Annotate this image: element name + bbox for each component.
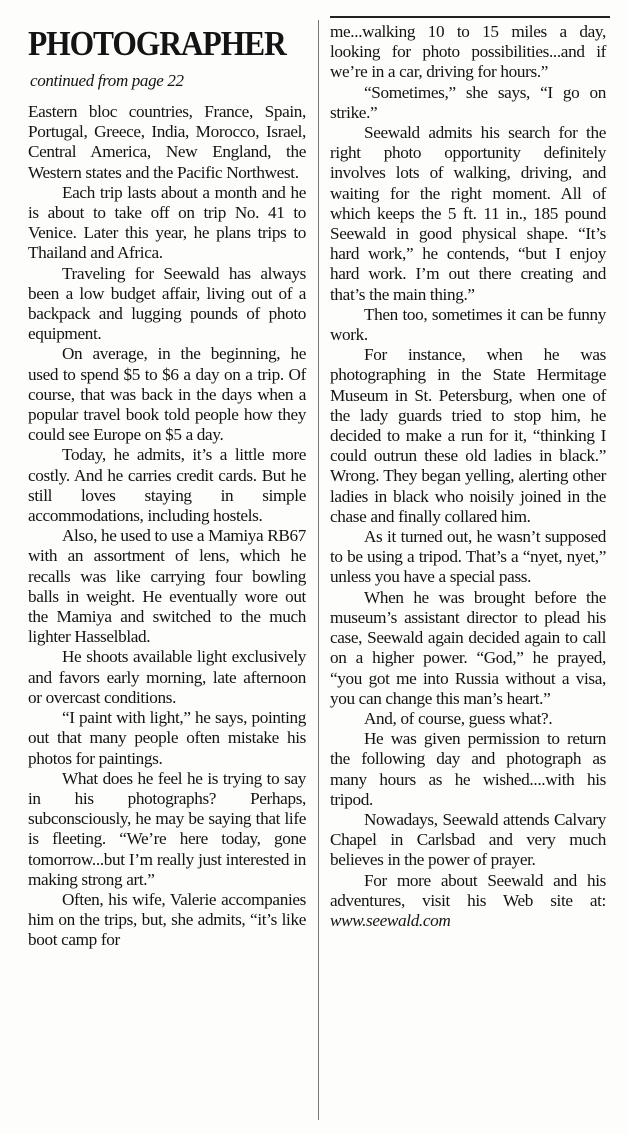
website-link[interactable]: www.seewald.com: [330, 910, 451, 930]
paragraph: Often, his wife, Valerie accompanies him on the trips, but, she admits, “it’s like boot camp for: [28, 889, 306, 950]
paragraph: And, of course, guess what?.: [364, 708, 553, 728]
top-rule: [330, 16, 610, 18]
paragraph: Traveling for Seewald has always been a low budget affair, living out of a backpack and lugging pounds of photo equipment.: [28, 263, 306, 344]
paragraph: For instance, when he was photographing in the State Hermitage Museum in St. Petersburg, when one of the lady guards tried to stop him, he decided to make a run for it, “thinking I could outrun these old ladies in black.” Wrong. They began yelling, alerting other ladies in black who noisily joined in the chase and finally collared him.: [330, 345, 606, 526]
paragraph: me...walking 10 to 15 miles a day, looking for photo possibilities...and if we’re in a car, driving for hours.”: [330, 22, 606, 82]
headline: PHOTOGRAPHER: [28, 24, 286, 63]
continued-note: continued from page 22: [30, 71, 184, 90]
paragraph: He shoots available light exclusively and favors early morning, late afternoon or overcast conditions.: [28, 647, 306, 707]
paragraph: Nowadays, Seewald attends Calvary Chapel in Carlsbad and very much believes in the power of prayer.: [330, 809, 606, 870]
paragraph: Today, he admits, it’s a little more costly. And he carries credit cards. But he still loves staying in simple accommodations, including hostels.: [28, 445, 306, 526]
paragraph: On average, in the beginning, he used to spend $5 to $6 a day on a trip. Of course, that was back in the days when a popular travel book told people how they could see Europe on $5 a day.: [28, 344, 306, 445]
paragraph: Eastern bloc countries, France, Spain, Portugal, Greece, India, Morocco, Israel, Central America, New England, the Western states and the Pacific Northwest.: [28, 102, 306, 182]
paragraph: Then too, sometimes it can be funny work.: [330, 304, 606, 345]
paragraph: “Sometimes,” she says, “I go on strike.”: [330, 82, 606, 122]
paragraph: What does he feel he is trying to say in his photographs? Perhaps, subconsciously, he may be saying that life is fleeting. “We’re here today, gone tomorrow...but I’m really just interested in making strong art.”: [28, 768, 306, 889]
paragraph: Each trip lasts about a month and he is about to take off on trip No. 41 to Venice. Later this year, he plans trips to Thailand and Africa.: [28, 182, 306, 263]
paragraph: He was given permission to return the following day and photograph as many hours as he wished....with his tripod.: [330, 729, 606, 809]
paragraph: “I paint with light,” he says, pointing out that many people often mistake his photos for paintings.: [28, 708, 306, 768]
paragraph: Also, he used to use a Mamiya RB67 with an assortment of lens, which he recalls was like carrying four bowling balls in weight. He eventually wore out the Mamiya and switched to the much lighter Hasselblad.: [28, 526, 306, 647]
paragraph: As it turned out, he wasn’t supposed to be using a tripod. That’s a “nyet, nyet,” unless you have a special pass.: [330, 527, 606, 587]
column-divider: [318, 20, 319, 1120]
paragraph: Seewald admits his search for the right photo opportunity definitely involves lots of walking, driving, and waiting for the right moment. All of which keeps the 5 ft. 11 in., 185 pound Seewald in good physical shape. “It’s hard work,” he contends, “but I enjoy hard work. I’m out there creating and that’s the main thing.”: [330, 123, 606, 304]
right-column: [330, 22, 606, 931]
closing-paragraph: [330, 871, 606, 932]
closing-text: For more about Seewald and his adventures, visit his Web site at:: [330, 870, 606, 910]
left-column: [28, 0, 306, 951]
paragraph: When he was brought before the museum’s assistant director to plead his case, Seewald again decided again to call on a higher power. “God,” he prayed, “you got me into Russia without a visa, you can change this man’s heart.”: [330, 587, 606, 708]
